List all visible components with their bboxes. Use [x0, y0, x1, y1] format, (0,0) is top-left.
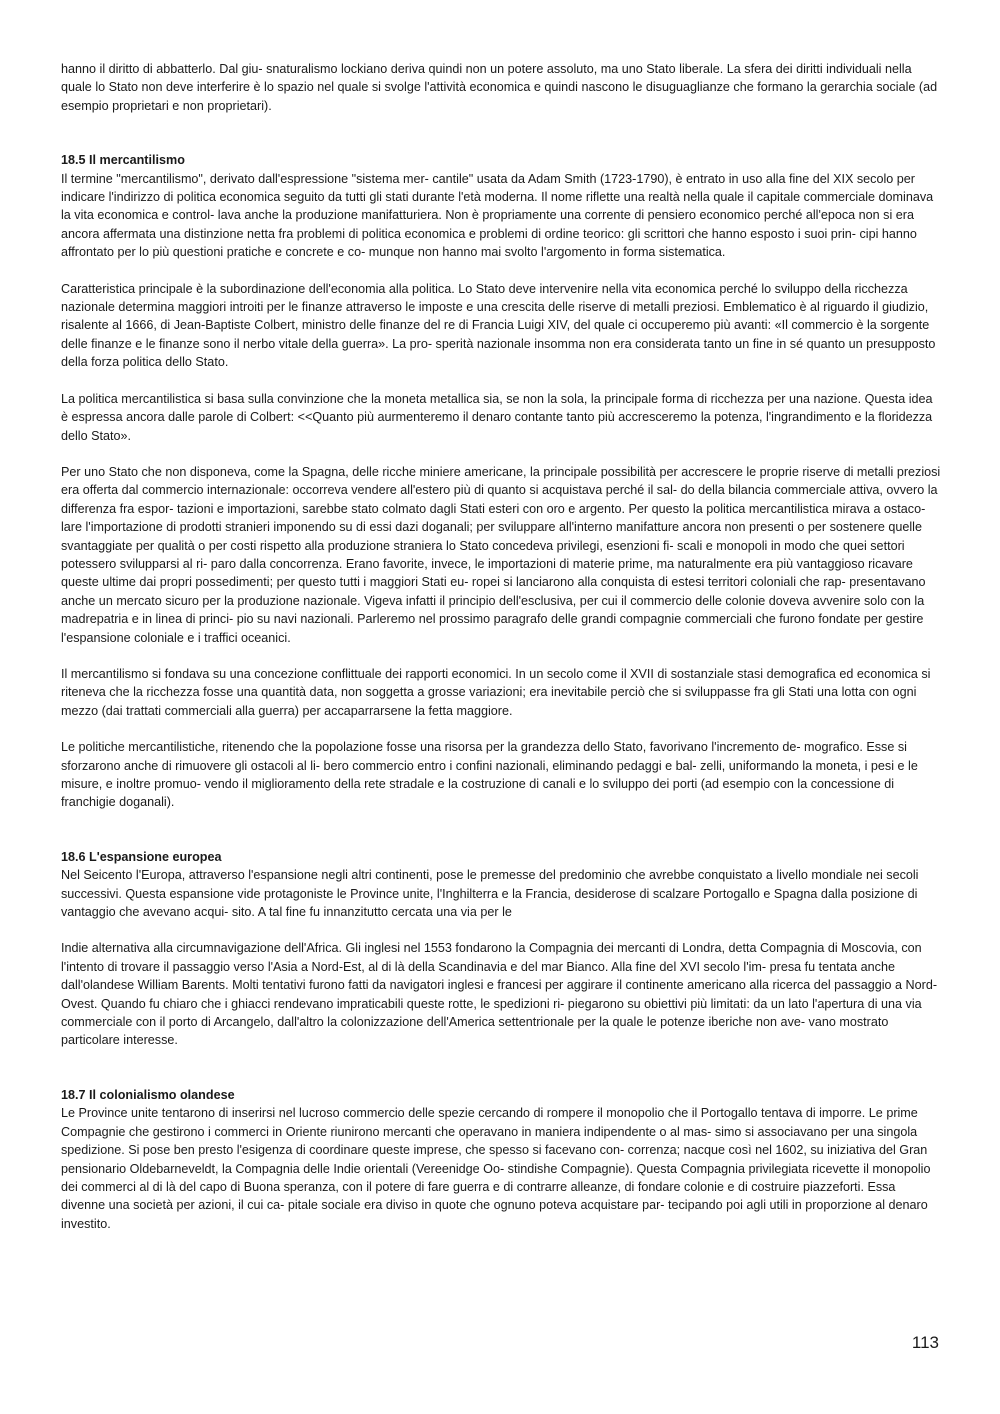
paragraph: La politica mercantilistica si basa sulla convinzione che la moneta metallica sia, se non la sola, la principale forma di ricchezza per una nazione. Questa idea è espressa ancora dalle parole di Colbert: <<Quanto più aurmenteremo il denaro contante tanto più accresceremo la potenza, l'ingrandimento e la floridezza dello Stato». — [61, 391, 933, 443]
paragraph: Le politiche mercantilistiche, ritenendo che la popolazione fosse una risorsa per la grandezza dello Stato, favorivano l'incremento de- mografico. Esse si sforzarono anche di rimuovere gli ostacoli al li- bero commercio entro i confini nazionali, eliminando pedaggi e bal- zelli, uniformando la moneta, i pesi e le misure, e inoltre promuo- vendo il miglioramento della rete stradale e la costruzione di canali e lo sviluppo dei porti (ad esempio con la concessione di franchigie doganali). — [61, 740, 918, 810]
section-gap — [61, 115, 941, 151]
paragraph: Indie alternativa alla circumnavigazione dell'Africa. Gli inglesi nel 1553 fondarono la Compagnia dei mercanti di Londra, detta Compagnia di Moscovia, con l'intento di trovare il passaggio verso l'Asia a Nord-Est, al di là della Scandinavia e del mar Bianco. Alla fine del XVI secolo l'im- presa fu tentata anche dall'olandese William Barents. Molti tentativi furono fatti da navigatori inglesi e francesi per aggirare il continente americano alla ricerca del passaggio a Nord-Ovest. Quando fu chiaro che i ghiacci rendevano impraticabili queste rotte, le spedizioni ri- piegarono su obiettivi più limitati: da un lato l'apertura di una via commerciale con il porto di Arcangelo, dall'altro la colonizzazione dell'America settentrionale per la quale le potenze iberiche non ave- vano mostrato particolare interesse. — [61, 941, 938, 1048]
page-number: 113 — [911, 1333, 939, 1352]
paragraph: Il termine "mercantilismo", derivato dall'espressione "sistema mer- cantile" usata da Adam Smith (1723-1790), è entrato in uso alla fine del XIX secolo per indicare l'indirizzo di politica economica seguito da tutti gli stati durante l'età moderna. Il nome riflette una realtà nella quale il capitale commerciale dominava la vita economica e control- lava anche la produzione manifatturiera. Non è propriamente una corrente di pensiero economico perché all'epoca non si era ancora affermata una distinzione netta fra problemi di politica economica e problemi di ordine teorico: gli scrittori che hanno esposto i suoi prin- cipi hanno affrontato per lo più questioni pratiche e concrete e co- munque non hanno mai svolto l'argomento in forma sistematica. — [61, 171, 934, 260]
section-gap — [61, 1050, 941, 1086]
section-heading-18-5: 18.5 Il mercantilismo — [61, 153, 185, 168]
paragraph-gap — [61, 372, 941, 390]
paragraph-gap — [61, 921, 941, 939]
paragraph: Il mercantilismo si fondava su una concezione conflittuale dei rapporti economici. In un secolo come il XVII di sostanziale stasi demografica ed economica si riteneva che la ricchezza fosse una quantità data, non soggetta a grosse variazioni; era inevitabile perciò che si sviluppasse fra gli Stati una lotta con ogni mezzo (dai trattati commerciali alla guerra) per accaparrarsene la fetta maggiore. — [61, 666, 931, 718]
intro-paragraph: hanno il diritto di abbatterlo. Dal giu- snaturalismo lockiano deriva quindi non un potere assoluto, ma uno Stato liberale. La sfera dei diritti individuali nella quale lo Stato non deve interferire è lo spazio nel quale si svolge l'attività economica e quindi nascono le disuguaglianze che formano la gerarchia sociale (ad esempio proprietari e non proprietari). — [61, 62, 938, 113]
paragraph-gap — [61, 445, 941, 463]
paragraph-gap — [61, 647, 941, 665]
paragraph: Per uno Stato che non disponeva, come la Spagna, delle ricche miniere americane, la principale possibilità per accrescere le proprie riserve di metalli preziosi era offerta dal commercio internazionale: occorreva vendere all'estero più di quanto si acquistava perché il sal- do della bilancia commerciale attiva, ovvero la differenza fra espor- tazioni e importazioni, sarebbe stato colmato dagli Stati esteri con oro e argento. Per questo la politica mercantilistica mirava a ostaco-lare l'importazione di prodotti stranieri imponendo su di essi dazi doganali; per sviluppare all'interno manifatture ancora non presenti o per sostenere quelle svantaggiate per qualità o per costi rispetto alla produzione straniera lo Stato concedeva privilegi, esenzioni fi- scali e monopoli in modo che quei settori potessero svilupparsi al ri- paro dalla concorrenza. Erano favorite, invece, le importazioni di materie prime, ma naturalmente era più vantaggioso ricavare queste ultime dai propri possedimenti; per questo tutti i maggiori Stati eu- ropei si lanciarono alla conquista di estesi territori coloniali che rap- presentavano anche un mercato sicuro per la produzione nazionale. Vigeva infatti il principio dell'esclusiva, per cui il commercio delle colonie doveva avvenire solo con la madrepatria e in linea di princi- pio su navi nazionali. Parleremo nel prossimo paragrafo delle grandi compagnie commerciali che furono fondate per gestire l'espansione coloniale e i traffici oceanici. — [61, 464, 941, 645]
paragraph: Le Province unite tentarono di inserirsi nel lucroso commercio delle spezie cercando di rompere il monopolio che il Portogallo tentava di imporre. Le prime Compagnie che gestirono i commerci in Oriente riunirono mercanti che operavano in maniera indipendente o al mas- simo si associavano per una singola spedizione. Si pose ben presto l'esigenza di coordinare queste imprese, che spesso si facevano con- correnza; nacque così nel 1602, su iniziativa del Gran pensionario Oldebarneveldt, la Compagnia delle Indie orientali (Vereenidge Oo- stindishe Compagnie). Questa Compagnia privilegiata ricevette il monopolio dei commerci al di là del capo di Buona speranza, con il potere di fare guerra e di contrarre alleanze, di fondare colonie e di costruire piazzeforti. Essa divenne una società per azioni, il cui ca- pitale sociale era diviso in quote che ognuno poteva acquistare par- tecipando poi agli utili in proporzione al denaro investito. — [61, 1106, 931, 1231]
paragraph: Caratteristica principale è la subordinazione dell'economia alla politica. Lo Stato deve intervenire nella vita economica perché lo sviluppo della ricchezza nazionale determina maggiori introiti per le finanze attraverso le imposte e una crescita delle riserve di metalli preziosi. Emblematico è al riguardo il giudizio, risalente al 1666, di Jean-Baptiste Colbert, ministro delle finanze del re di Francia Luigi XIV, del quale ci occuperemo più avanti: «Il commercio è la sorgente delle finanze e le finanze sono il nerbo vitale della guerra». La pro- sperità nazionale insomma non era considerata tanto un fine in sé quanto un presupposto della forza politica dello Stato. — [61, 281, 936, 370]
paragraph: Nel Seicento l'Europa, attraverso l'espansione negli altri continenti, pose le premesse del predominio che avrebbe conquistato a livello mondiale nei secoli successivi. Questa espansione vide protagoniste le Province unite, l'Inghilterra e la Francia, desiderose di scalzare Portogallo e Spagna dalla posizione di vantaggio che avevano acqui- sito. A tal fine fu innanzitutto cercata una via per le — [61, 868, 919, 920]
paragraph-gap — [61, 262, 941, 280]
section-heading-18-7: 18.7 Il colonialismo olandese — [61, 1087, 235, 1102]
paragraph-gap — [61, 720, 941, 738]
section-heading-18-6: 18.6 L'espansione europea — [61, 849, 222, 864]
section-gap — [61, 812, 941, 848]
document-body — [61, 60, 941, 1233]
